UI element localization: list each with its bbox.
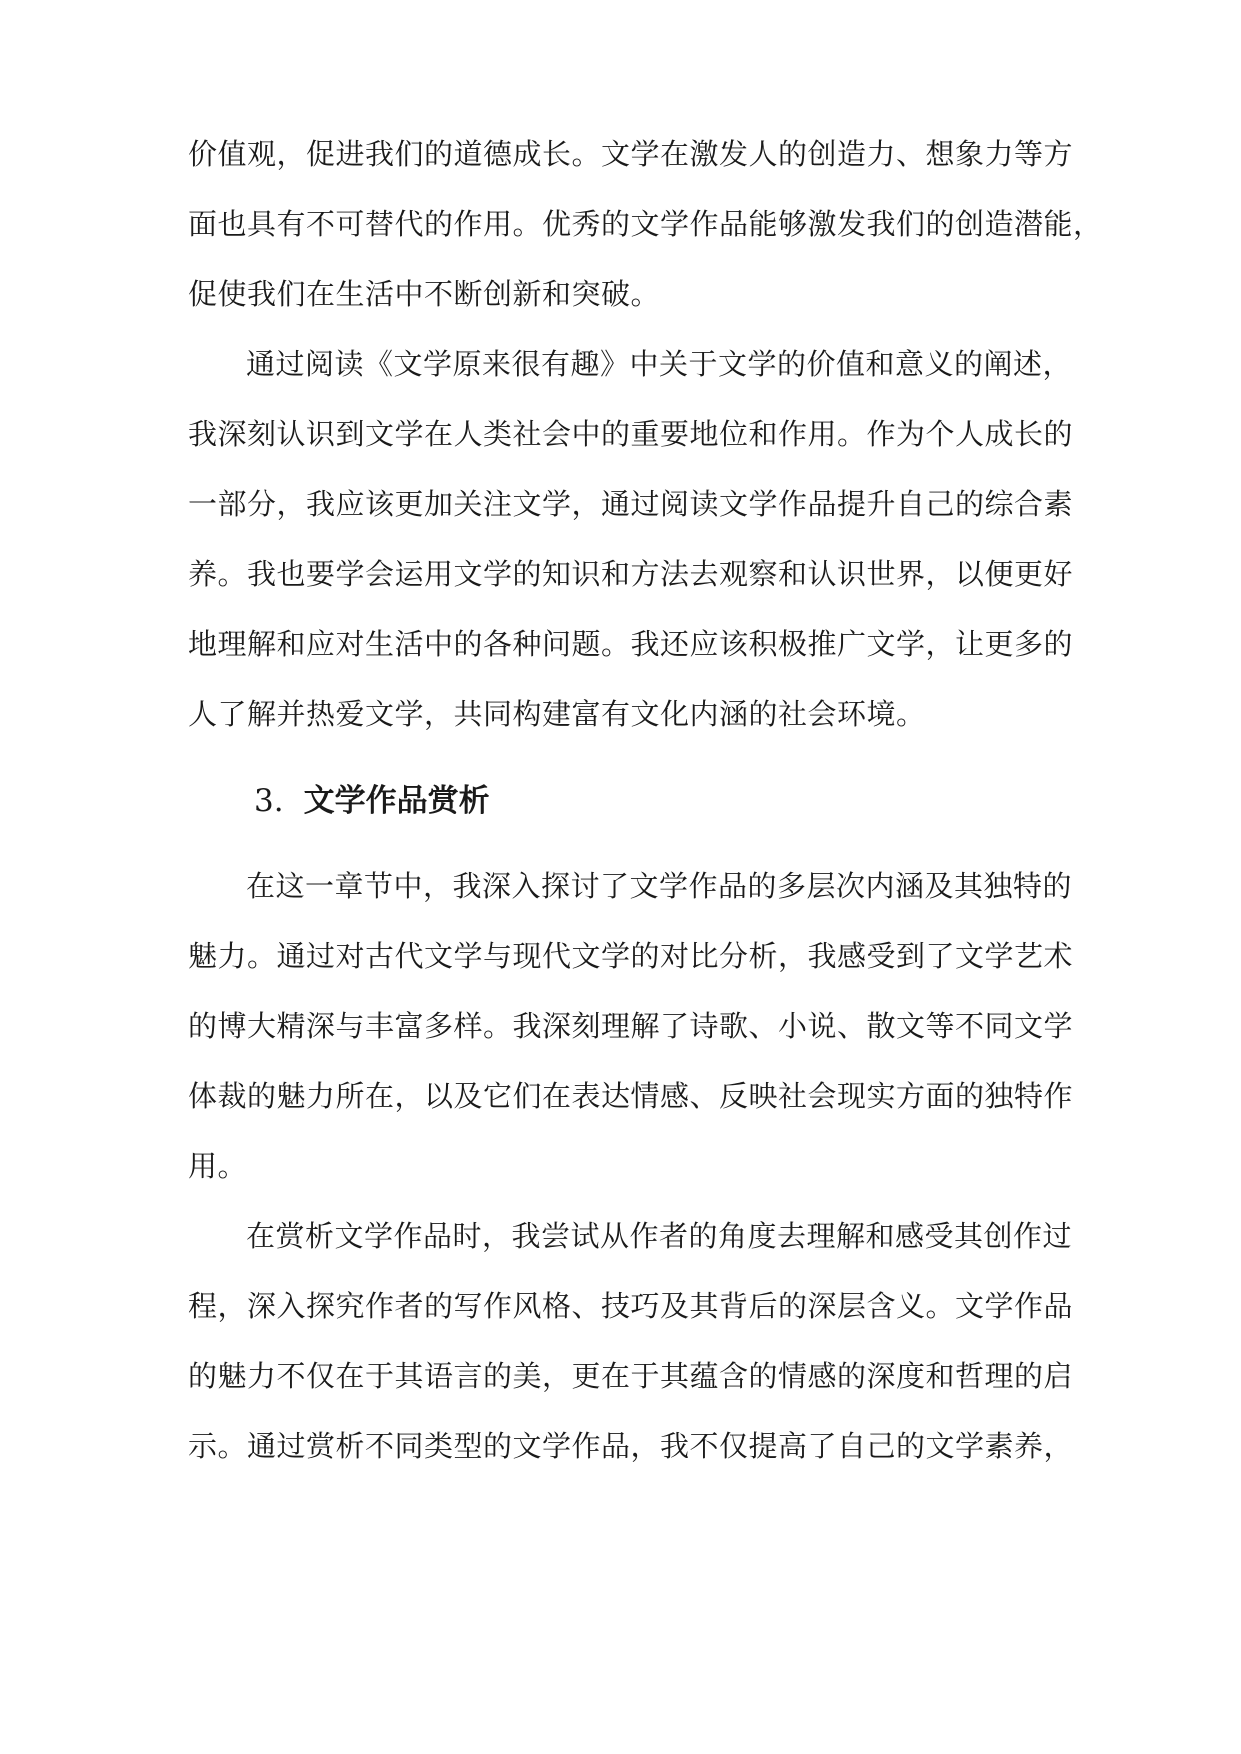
paragraph-line: 体裁的魅力所在，以及它们在表达情感、反映社会现实方面的独特作 xyxy=(188,1079,1074,1113)
section-title: 文学作品赏析 xyxy=(303,783,490,819)
paragraph-line: 的魅力不仅在于其语言的美，更在于其蕴含的情感的深度和哲理的启 xyxy=(188,1359,1074,1393)
paragraph-line: 地理解和应对生活中的各种问题。我还应该积极推广文学，让更多的 xyxy=(188,627,1074,661)
section-number: 3. xyxy=(254,783,284,819)
paragraph-line: 面也具有不可替代的作用。优秀的文学作品能够激发我们的创造潜能， xyxy=(188,207,1103,241)
paragraph-line: 在这一章节中，我深入探讨了文学作品的多层次内涵及其独特的 xyxy=(246,869,1073,903)
paragraph-line: 价值观，促进我们的道德成长。文学在激发人的创造力、想象力等方 xyxy=(188,137,1074,171)
section-heading xyxy=(254,782,490,820)
paragraph-line: 在赏析文学作品时，我尝试从作者的角度去理解和感受其创作过 xyxy=(246,1219,1073,1253)
paragraph-line: 一部分，我应该更加关注文学，通过阅读文学作品提升自己的综合素 xyxy=(188,487,1074,521)
paragraph-line: 用。 xyxy=(188,1149,248,1183)
paragraph-line: 魅力。通过对古代文学与现代文学的对比分析，我感受到了文学艺术 xyxy=(188,939,1074,973)
paragraph-line: 养。我也要学会运用文学的知识和方法去观察和认识世界，以便更好 xyxy=(188,557,1074,591)
paragraph-line: 的博大精深与丰富多样。我深刻理解了诗歌、小说、散文等不同文学 xyxy=(188,1009,1074,1043)
paragraph-line: 程，深入探究作者的写作风格、技巧及其背后的深层含义。文学作品 xyxy=(188,1289,1074,1323)
paragraph-line: 人了解并热爱文学，共同构建富有文化内涵的社会环境。 xyxy=(188,697,926,731)
paragraph-line: 通过阅读《文学原来很有趣》中关于文学的价值和意义的阐述， xyxy=(246,347,1073,381)
paragraph-line: 促使我们在生活中不断创新和突破。 xyxy=(188,277,661,311)
paragraph-line: 示。通过赏析不同类型的文学作品，我不仅提高了自己的文学素养， xyxy=(188,1429,1074,1463)
paragraph-line: 我深刻认识到文学在人类社会中的重要地位和作用。作为个人成长的 xyxy=(188,417,1074,451)
